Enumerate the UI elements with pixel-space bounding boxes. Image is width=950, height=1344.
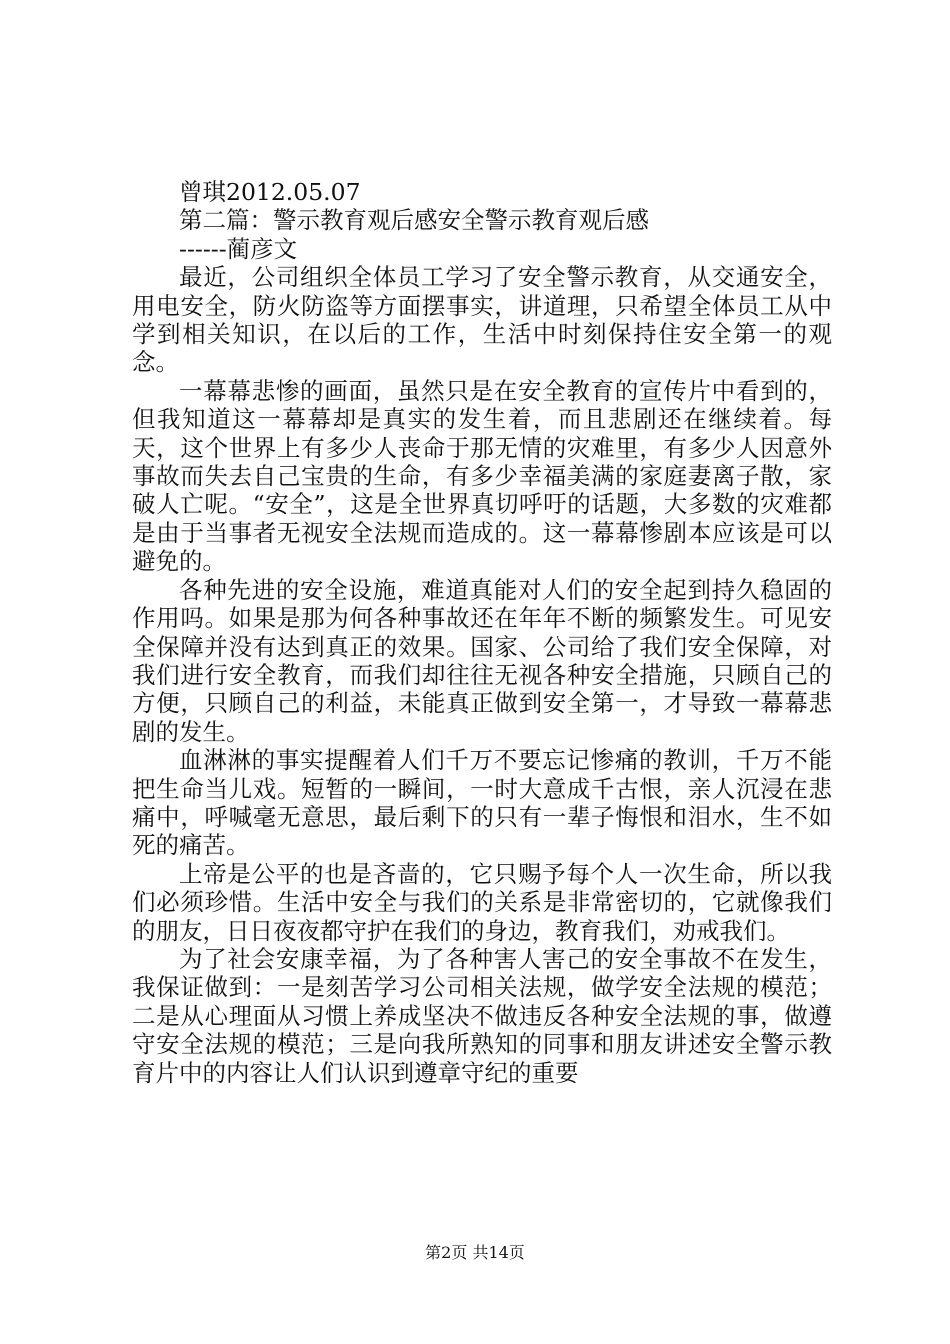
document-title: 第二篇：警示教育观后感安全警示教育观后感 [179,206,649,235]
paragraph: 为了社会安康幸福，为了各种害人害己的安全事故不在发生，我保证做到：一是刻苦学习公司相关法规，做学安全法规的模范；二是从心理面从习惯上养成坚决不做违反各种安全法规的事，做遵守安全法规的模范；三是向我所熟知的同事和朋友讲述安全警示教育片中的内容让人们认识到遵章守纪的重要 [132,944,832,1087]
page-number-label: 第2页 共14页 [425,1243,525,1262]
paragraph: 最近，公司组织全体员工学习了安全警示教育，从交通安全，用电安全，防火防盗等方面摆事实，讲道理，只希望全体员工从中学到相关知识，在以后的工作，生活中时刻保持住安全第一的观念。 [132,263,832,377]
paragraph: 各种先进的安全设施，难道真能对人们的安全起到持久稳固的作用吗。如果是那为何各种事故还在年年不断的频繁发生。可见安全保障并没有达到真正的效果。国家、公司给了我们安全保障，对我们进行安全教育，而我们却往往无视各种安全措施，只顾自己的方便，只顾自己的利益，未能真正做到安全第一，才导致一幕幕悲剧的发生。 [132,575,832,746]
document-body [132,178,832,1087]
signature-line: 曾琪2012.05.07 [179,178,361,206]
paragraph: 上帝是公平的也是吝啬的，它只赐予每个人一次生命，所以我们必须珍惜。生活中安全与我们的关系是非常密切的，它就像我们的朋友，日日夜夜都守护在我们的身边，教育我们，劝戒我们。 [132,859,832,945]
page-footer [0,1243,950,1263]
author-line: ------蔺彦文 [179,234,298,263]
paragraph: 血淋淋的事实提醒着人们千万不要忘记惨痛的教训，千万不能把生命当儿戏。短暂的一瞬间，一时大意成千古恨，亲人沉浸在悲痛中，呼喊毫无意思，最后剩下的只有一辈子悔恨和泪水，生不如死的痛苦。 [132,746,832,860]
paragraph: 一幕幕悲惨的画面，虽然只是在安全教育的宣传片中看到的，但我知道这一幕幕却是真实的发生着，而且悲剧还在继续着。每天，这个世界上有多少人丧命于那无情的灾难里，有多少人因意外事故而失去自己宝贵的生命，有多少幸福美满的家庭妻离子散，家破人亡呢。“安全”，这是全世界真切呼吁的话题，大多数的灾难都是由于当事者无视安全法规而造成的。这一幕幕惨剧本应该是可以避免的。 [132,376,832,576]
